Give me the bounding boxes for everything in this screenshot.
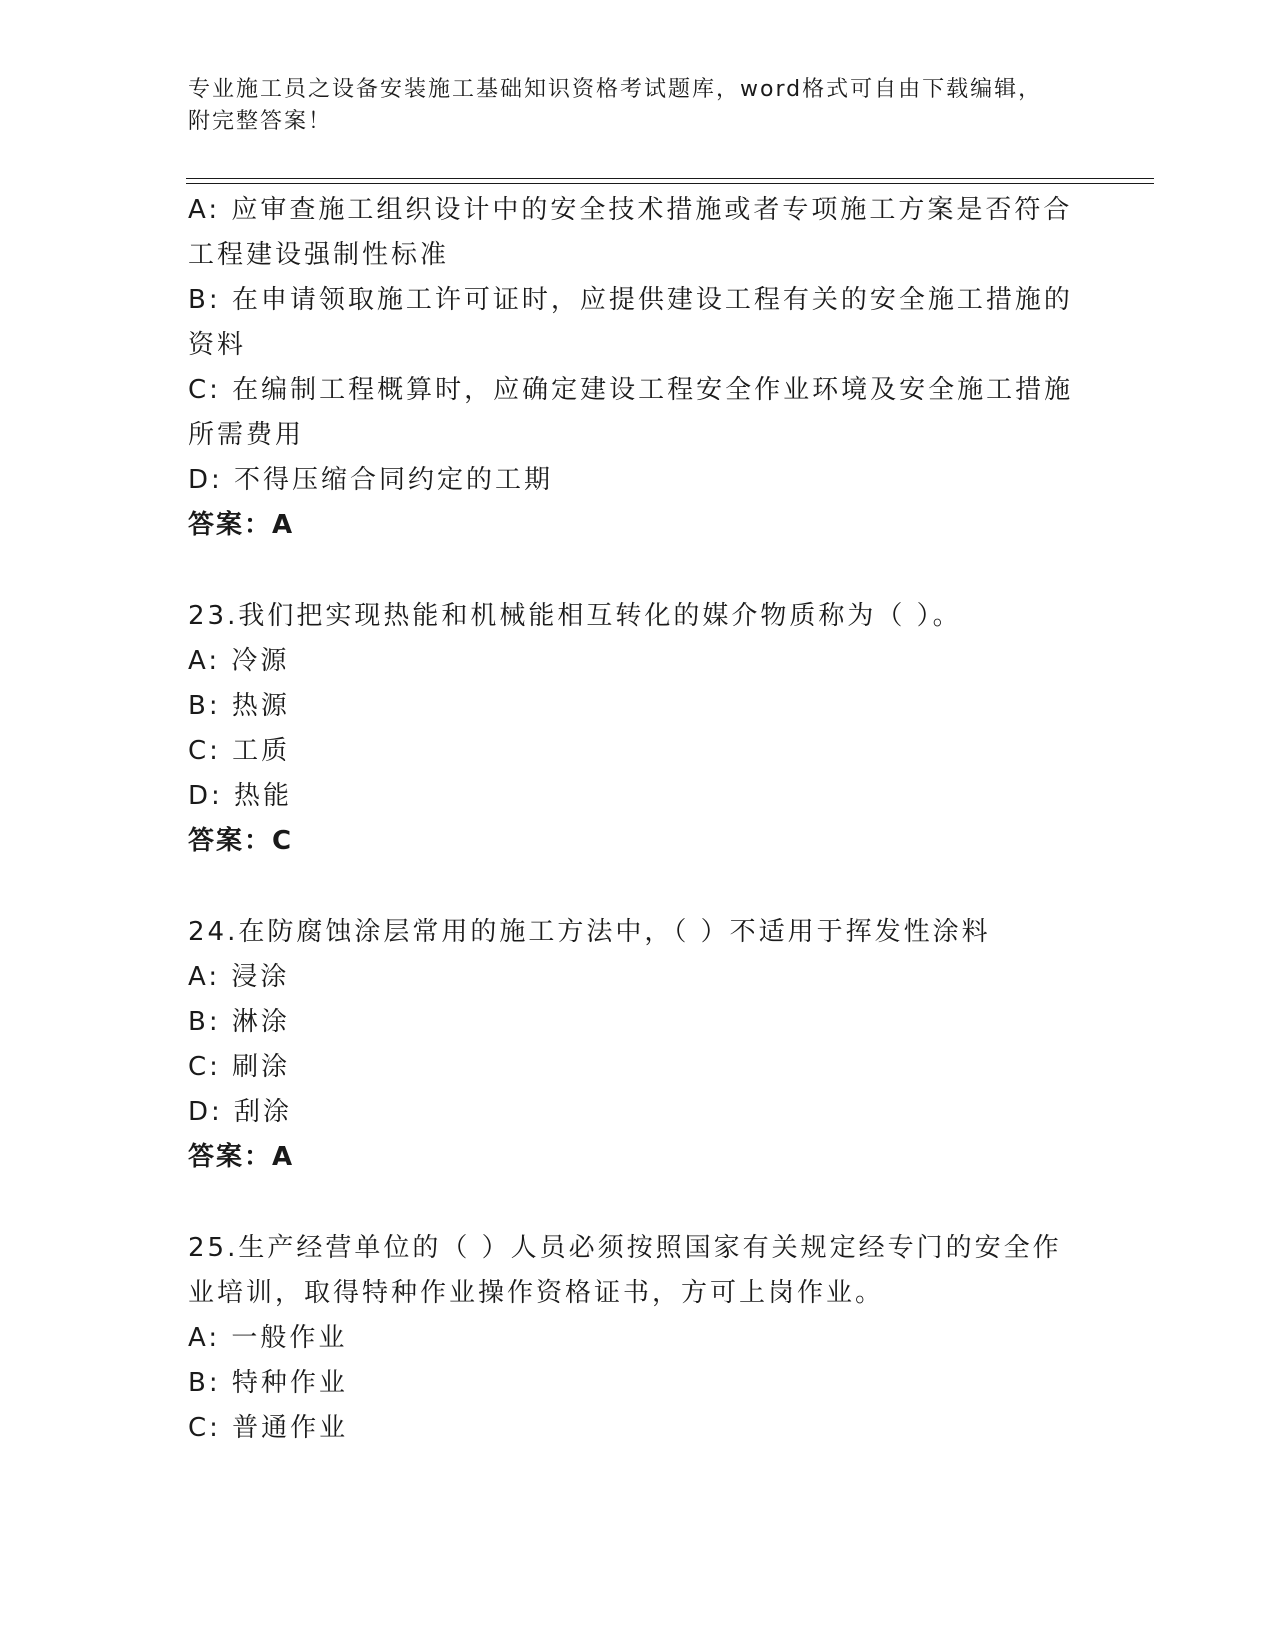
question-text-line-2: 业培训，取得特种作业操作资格证书，方可上岗作业。: [188, 1278, 885, 1308]
document-body: [188, 188, 1088, 1451]
question-text: 24.在防腐蚀涂层常用的施工方法中，（ ）不适用于挥发性涂料: [188, 917, 991, 947]
option-c: C: 普通作业: [188, 1413, 349, 1443]
option-c: C: 工质: [188, 736, 291, 766]
header-line-1: 专业施工员之设备安装施工基础知识资格考试题库，word格式可自由下载编辑，: [188, 77, 1043, 102]
option-b-line-2: 资料: [188, 330, 247, 360]
option-d: D: 刮涂: [188, 1097, 293, 1127]
spacer: [188, 548, 1088, 594]
option-b: B: 淋涂: [188, 1007, 290, 1037]
option-d: D: 热能: [188, 781, 293, 811]
question-text: 23.我们把实现热能和机械能相互转化的媒介物质称为（ ）。: [188, 601, 962, 631]
option-c-line-2: 所需费用: [188, 420, 305, 450]
option-b: B: 热源: [188, 691, 290, 721]
option-a: A: 一般作业: [188, 1323, 348, 1353]
question-text-line-1: 25.生产经营单位的（ ）人员必须按照国家有关规定经专门的安全作: [188, 1233, 1062, 1263]
option-c: C: 刷涂: [188, 1052, 291, 1082]
option-d: D: 不得压缩合同约定的工期: [188, 465, 554, 495]
question-23-block: [188, 594, 1088, 864]
option-a: A: 浸涂: [188, 962, 290, 992]
question-24-block: [188, 910, 1088, 1180]
answer: 答案：A: [188, 1142, 295, 1172]
header-rule-top: [186, 178, 1154, 179]
header-rule-bottom: [186, 183, 1154, 184]
option-a: A: 冷源: [188, 646, 290, 676]
page-header: [188, 74, 1068, 138]
question-22-block: [188, 188, 1088, 548]
question-25-block: [188, 1226, 1088, 1451]
option-b-line-1: B: 在申请领取施工许可证时，应提供建设工程有关的安全施工措施的: [188, 285, 1073, 315]
option-a-line-2: 工程建设强制性标准: [188, 240, 450, 270]
header-line-2: 附完整答案！: [188, 109, 333, 134]
option-c-line-1: C: 在编制工程概算时，应确定建设工程安全作业环境及安全施工措施: [188, 375, 1074, 405]
answer: 答案：C: [188, 826, 294, 856]
spacer: [188, 864, 1088, 910]
spacer: [188, 1180, 1088, 1226]
option-b: B: 特种作业: [188, 1368, 348, 1398]
answer: 答案：A: [188, 510, 295, 540]
option-a-line-1: A: 应审查施工组织设计中的安全技术措施或者专项施工方案是否符合: [188, 195, 1073, 225]
